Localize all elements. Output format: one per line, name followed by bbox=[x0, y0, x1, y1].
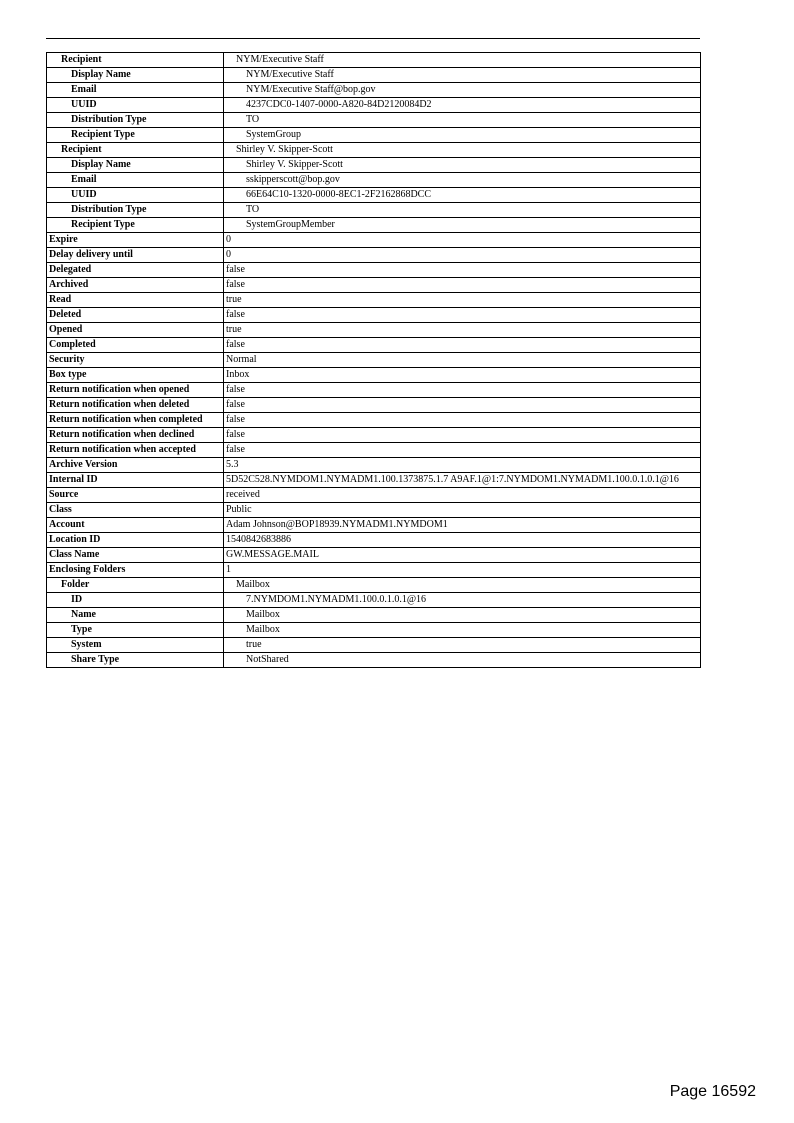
property-value: false bbox=[224, 413, 701, 428]
property-key: Folder bbox=[47, 578, 224, 593]
property-value: GW.MESSAGE.MAIL bbox=[224, 548, 701, 563]
property-key: UUID bbox=[47, 98, 224, 113]
property-row bbox=[47, 98, 701, 113]
property-row bbox=[47, 158, 701, 173]
property-value: Inbox bbox=[224, 368, 701, 383]
property-row bbox=[47, 323, 701, 338]
property-value: Shirley V. Skipper-Scott bbox=[224, 158, 701, 173]
property-row bbox=[47, 428, 701, 443]
property-value: 4237CDC0-1407-0000-A820-84D2120084D2 bbox=[224, 98, 701, 113]
property-key: Enclosing Folders bbox=[47, 563, 224, 578]
property-value: Mailbox bbox=[224, 578, 701, 593]
property-value: 0 bbox=[224, 233, 701, 248]
property-key: Internal ID bbox=[47, 473, 224, 488]
property-row bbox=[47, 653, 701, 668]
property-value: sskipperscott@bop.gov bbox=[224, 173, 701, 188]
property-key: Location ID bbox=[47, 533, 224, 548]
property-key: Deleted bbox=[47, 308, 224, 323]
property-row bbox=[47, 413, 701, 428]
property-key: Name bbox=[47, 608, 224, 623]
property-value: SystemGroupMember bbox=[224, 218, 701, 233]
properties-table bbox=[46, 52, 701, 668]
property-key: Archived bbox=[47, 278, 224, 293]
property-key: Return notification when declined bbox=[47, 428, 224, 443]
property-key: Class Name bbox=[47, 548, 224, 563]
property-value: 0 bbox=[224, 248, 701, 263]
property-value: TO bbox=[224, 113, 701, 128]
property-key: Type bbox=[47, 623, 224, 638]
property-row bbox=[47, 218, 701, 233]
property-row bbox=[47, 518, 701, 533]
property-row bbox=[47, 548, 701, 563]
property-value: received bbox=[224, 488, 701, 503]
property-value: 1 bbox=[224, 563, 701, 578]
property-value: false bbox=[224, 398, 701, 413]
property-value: 1540842683886 bbox=[224, 533, 701, 548]
property-value: Mailbox bbox=[224, 608, 701, 623]
property-value: Mailbox bbox=[224, 623, 701, 638]
property-key: Security bbox=[47, 353, 224, 368]
property-key: ID bbox=[47, 593, 224, 608]
property-key: Recipient bbox=[47, 143, 224, 158]
property-value: TO bbox=[224, 203, 701, 218]
property-key: System bbox=[47, 638, 224, 653]
property-value: true bbox=[224, 293, 701, 308]
property-row bbox=[47, 278, 701, 293]
property-row bbox=[47, 68, 701, 83]
property-value: 5D52C528.NYMDOM1.NYMADM1.100.1373875.1.7 A9AF.1@1:7.NYMDOM1.NYMADM1.100.0.1.0.1@16 bbox=[224, 473, 701, 488]
property-key: Box type bbox=[47, 368, 224, 383]
property-row bbox=[47, 623, 701, 638]
properties-table-body bbox=[47, 53, 701, 668]
property-row bbox=[47, 128, 701, 143]
property-row bbox=[47, 53, 701, 68]
property-key: Archive Version bbox=[47, 458, 224, 473]
property-row bbox=[47, 188, 701, 203]
property-row bbox=[47, 173, 701, 188]
property-key: Return notification when deleted bbox=[47, 398, 224, 413]
property-row bbox=[47, 353, 701, 368]
property-row bbox=[47, 578, 701, 593]
property-row bbox=[47, 638, 701, 653]
property-row bbox=[47, 233, 701, 248]
property-row bbox=[47, 593, 701, 608]
property-key: Return notification when opened bbox=[47, 383, 224, 398]
property-key: UUID bbox=[47, 188, 224, 203]
property-key: Distribution Type bbox=[47, 113, 224, 128]
property-value: 66E64C10-1320-0000-8EC1-2F2162868DCC bbox=[224, 188, 701, 203]
property-value: true bbox=[224, 323, 701, 338]
property-value: NYM/Executive Staff bbox=[224, 53, 701, 68]
property-value: NYM/Executive Staff bbox=[224, 68, 701, 83]
property-value: Public bbox=[224, 503, 701, 518]
property-key: Distribution Type bbox=[47, 203, 224, 218]
property-row bbox=[47, 488, 701, 503]
property-value: false bbox=[224, 263, 701, 278]
header-rule bbox=[46, 38, 700, 39]
property-key: Completed bbox=[47, 338, 224, 353]
property-key: Email bbox=[47, 83, 224, 98]
property-row bbox=[47, 503, 701, 518]
property-key: Return notification when completed bbox=[47, 413, 224, 428]
property-key: Read bbox=[47, 293, 224, 308]
property-key: Return notification when accepted bbox=[47, 443, 224, 458]
property-value: false bbox=[224, 428, 701, 443]
property-value: false bbox=[224, 338, 701, 353]
property-key: Class bbox=[47, 503, 224, 518]
property-key: Display Name bbox=[47, 68, 224, 83]
property-row bbox=[47, 248, 701, 263]
property-row bbox=[47, 368, 701, 383]
property-key: Expire bbox=[47, 233, 224, 248]
property-row bbox=[47, 563, 701, 578]
property-value: false bbox=[224, 278, 701, 293]
property-row bbox=[47, 398, 701, 413]
property-key: Delegated bbox=[47, 263, 224, 278]
property-key: Recipient Type bbox=[47, 218, 224, 233]
property-row bbox=[47, 458, 701, 473]
property-value: Shirley V. Skipper-Scott bbox=[224, 143, 701, 158]
property-value: true bbox=[224, 638, 701, 653]
property-key: Account bbox=[47, 518, 224, 533]
property-row bbox=[47, 443, 701, 458]
property-key: Email bbox=[47, 173, 224, 188]
property-value: Normal bbox=[224, 353, 701, 368]
property-row bbox=[47, 263, 701, 278]
property-row bbox=[47, 383, 701, 398]
property-row bbox=[47, 473, 701, 488]
property-key: Recipient Type bbox=[47, 128, 224, 143]
property-value: 7.NYMDOM1.NYMADM1.100.0.1.0.1@16 bbox=[224, 593, 701, 608]
property-row bbox=[47, 608, 701, 623]
property-row bbox=[47, 143, 701, 158]
property-key: Recipient bbox=[47, 53, 224, 68]
property-row bbox=[47, 308, 701, 323]
property-key: Delay delivery until bbox=[47, 248, 224, 263]
property-value: NotShared bbox=[224, 653, 701, 668]
property-value: SystemGroup bbox=[224, 128, 701, 143]
property-row bbox=[47, 203, 701, 218]
property-row bbox=[47, 83, 701, 98]
property-row bbox=[47, 113, 701, 128]
property-value: Adam Johnson@BOP18939.NYMADM1.NYMDOM1 bbox=[224, 518, 701, 533]
property-key: Opened bbox=[47, 323, 224, 338]
property-key: Display Name bbox=[47, 158, 224, 173]
property-row bbox=[47, 533, 701, 548]
property-row bbox=[47, 338, 701, 353]
property-value: false bbox=[224, 383, 701, 398]
property-key: Source bbox=[47, 488, 224, 503]
property-value: NYM/Executive Staff@bop.gov bbox=[224, 83, 701, 98]
property-value: false bbox=[224, 443, 701, 458]
page-number: Page 16592 bbox=[669, 1083, 756, 1100]
property-value: 5.3 bbox=[224, 458, 701, 473]
property-key: Share Type bbox=[47, 653, 224, 668]
property-value: false bbox=[224, 308, 701, 323]
property-row bbox=[47, 293, 701, 308]
